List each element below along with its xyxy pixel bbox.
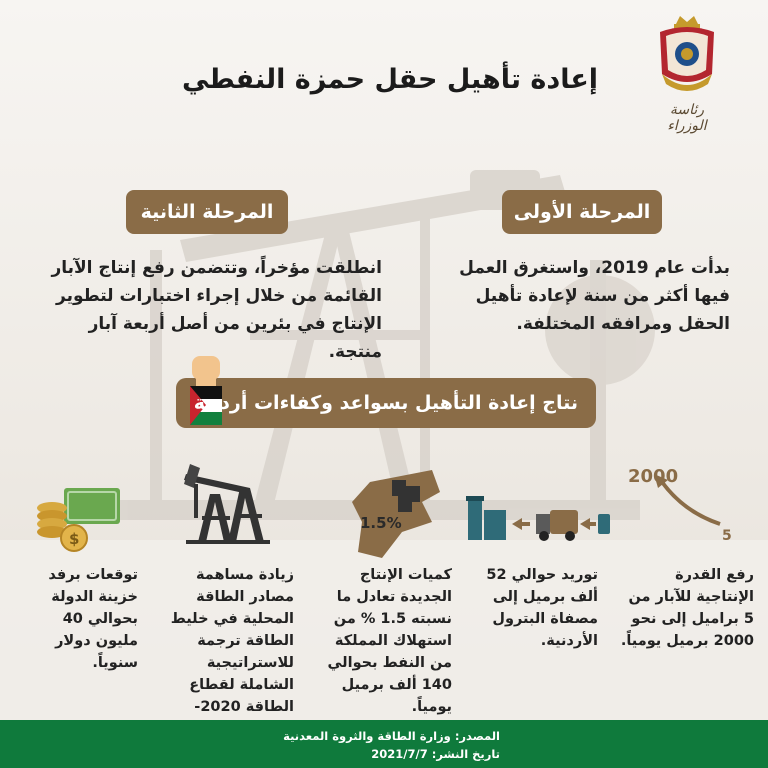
jordan-map-barrels-icon <box>342 462 450 560</box>
phase-one-tag: المرحلة الأولى <box>502 190 662 234</box>
refinery-truck-icon <box>462 486 612 546</box>
item-refinery-text: توريد حوالي 52 ألف برميل إلى مصفاة البترول الأردنية. <box>486 567 598 649</box>
footer-source: المصدر: وزارة الطاقة والثروة المعدنية <box>283 729 500 743</box>
capacity-to-value: 2000 <box>628 466 679 487</box>
results-banner <box>176 378 596 428</box>
crest-emblem-icon <box>652 14 722 96</box>
item-treasury-text: توقعات برفد خزينة الدولة بحوالي 40 مليون دولار سنوياً. <box>48 567 138 671</box>
footer-date: تاريخ النشر: 2021/7/7 <box>371 747 500 761</box>
item-capacity-text: رفع القدرة الإنتاجية للآبار من 5 براميل إلى نحو 2000 برميل يومياً. <box>620 567 754 649</box>
item-energy-mix-text: زيادة مساهمة مصادر الطاقة المحلية في خليط الطاقة ترجمة للاستراتيجية الشاملة لقطاع الطاقة 2020- <box>170 567 294 715</box>
phase-two-tag: المرحلة الثانية <box>126 190 288 234</box>
government-crest-logo <box>652 14 722 134</box>
oil-pump-icon <box>180 458 272 544</box>
phase-one-text: بدأت عام 2019، واستغرق العمل فيها أكثر من سنة لإعادة تأهيل الحقل ومرافقه المختلفة. <box>459 258 730 334</box>
crest-caption: رئاسة الوزراء <box>667 102 707 134</box>
results-banner-label: نتاج إعادة التأهيل بسواعد وكفاءات أردنية <box>193 392 578 414</box>
svg-text:$: $ <box>69 530 80 548</box>
capacity-curve-icon <box>624 462 734 548</box>
footer-bar <box>0 720 768 768</box>
item-consumption-text: كميات الإنتاج الجديدة تعادل ما نسبته 1.5 % من استهلاك المملكة من النفط بحوالي 140 ألف برميل يومياً. <box>327 567 452 715</box>
phase-two-text: انطلقت مؤخراً، وتتضمن رفع إنتاج الآبار القائمة من خلال إجراء اختبارات لتطوير الإنتاج في بئرين من أصل أربعة آبار منتجة. <box>51 258 382 362</box>
map-percent-label: 1.5% <box>360 514 402 532</box>
capacity-from-value: 5 <box>722 528 732 544</box>
money-coins-icon <box>34 484 130 554</box>
page-title: إعادة تأهيل حقل حمزة النفطي <box>181 64 599 95</box>
